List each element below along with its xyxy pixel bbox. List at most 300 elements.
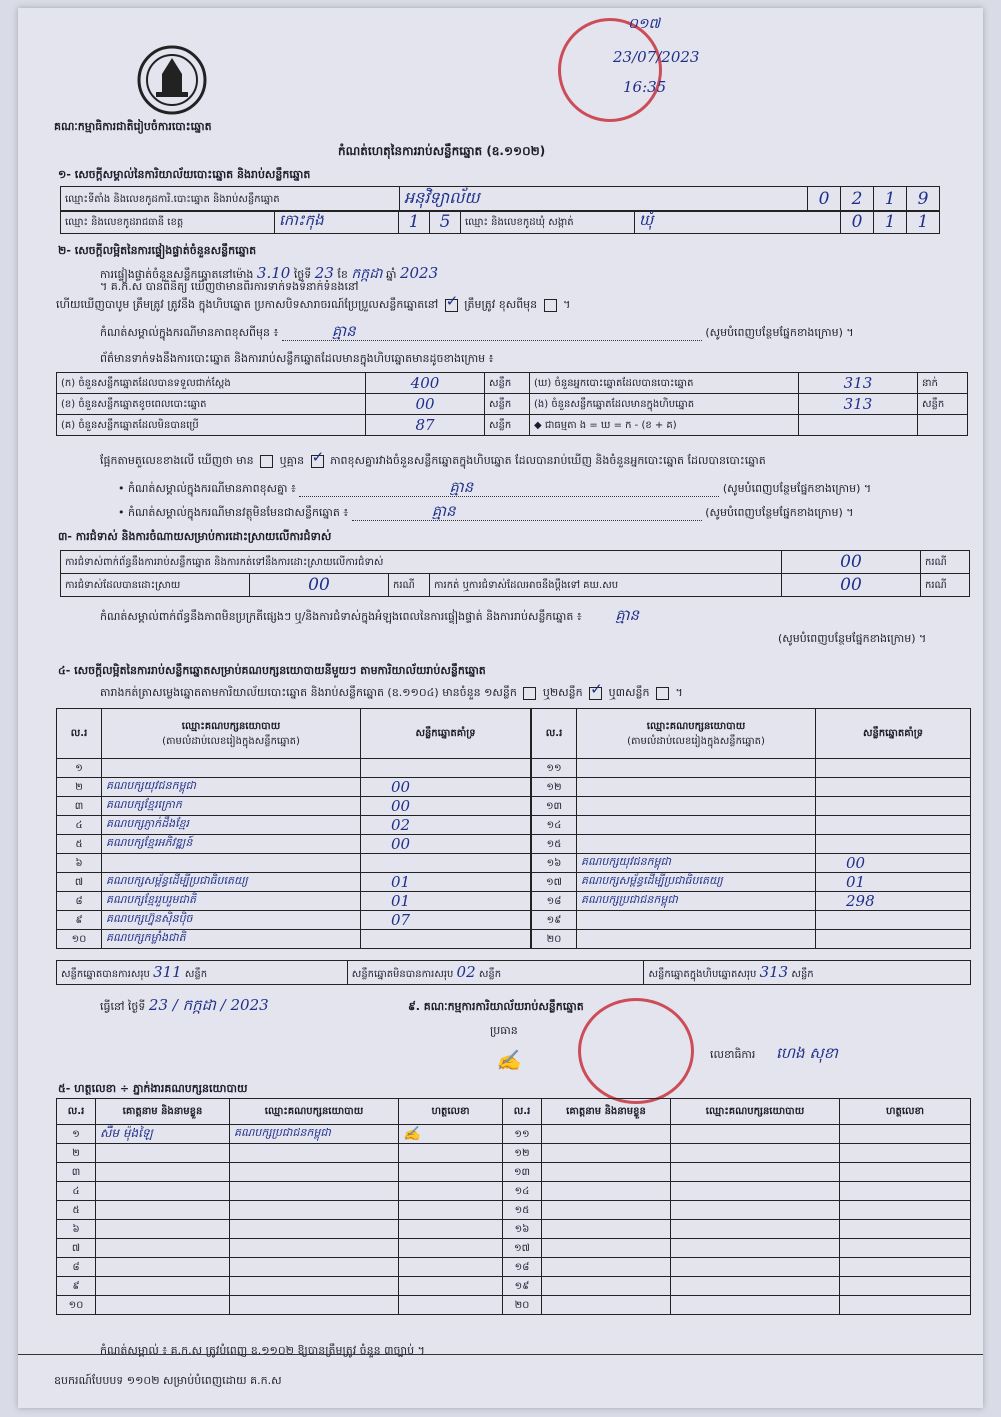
document-page: [18, 8, 983, 1408]
appeal-count: 00: [782, 574, 921, 597]
party-name: [577, 759, 816, 778]
party-votes: 01: [361, 892, 531, 911]
objection-note-value: គ្មាន: [615, 608, 640, 624]
section4-title: ៤- សេចក្តីលម្អិតនៃការរាប់សន្លឹកឆ្នោតសម្រាប់គណបក្សនយោបាយនីមួយៗ តាមការិយាល័យរាប់សន្លឹកឆ្នោត: [58, 664, 486, 677]
tally-intro: តារាងកត់ត្រាសម្លេងឆ្នោតតាមការិយាល័យបោះឆ្នោត និងរាប់សន្លឹកឆ្នោត (ឧ.១១០៤) មានចំនួន ១សន្លឹក: [100, 686, 517, 699]
party-name: [577, 835, 816, 854]
party-votes-table-left: [56, 708, 531, 949]
commune-code-digit: 0: [841, 211, 874, 234]
right-unit: សន្លឹក: [918, 394, 968, 415]
row-no: ៤: [57, 816, 102, 835]
agent-party: [671, 1163, 840, 1182]
party-votes-table-right: [531, 708, 971, 949]
party-name: [577, 778, 816, 797]
row-no: ៣: [57, 1163, 96, 1182]
right-unit: នាក់: [918, 373, 968, 394]
party-row: [532, 911, 971, 930]
ballot-count-table: [56, 372, 968, 436]
left-value: 87: [366, 415, 485, 436]
row-no: ១០: [57, 1296, 96, 1315]
agent-signature: [399, 1277, 503, 1296]
party-votes: 07: [361, 911, 531, 930]
agent-party: [230, 1163, 399, 1182]
row-no: ២០: [532, 930, 577, 949]
agent-party: [230, 1220, 399, 1239]
official-stamp-bottom: [578, 998, 694, 1104]
footer-divider: [18, 1354, 983, 1355]
agent-name: [96, 1296, 230, 1315]
verification-line-1-end: ។ គ.ក.ស បានពិនិត្យ ឃើញថាមានពិរការទាក់ទងទំនាក់ទំនងនៅ: [100, 280, 359, 293]
row-no: ១២: [503, 1144, 542, 1163]
agent-name: [542, 1220, 671, 1239]
agent-signature: [840, 1201, 971, 1220]
objection-label: ការជំទាស់ពាក់ព័ន្ធនឹងការរាប់សន្លឹកឆ្នោត និងការកត់ទៅនឹងការដោះស្រាយលើការជំទាស់: [61, 551, 782, 574]
agent-name: [542, 1201, 671, 1220]
row-no: ៨: [57, 1258, 96, 1277]
col-votes: សន្លឹកឆ្នោតគាំទ្រ: [816, 709, 971, 759]
agent-row: [57, 1201, 971, 1220]
party-votes: [361, 759, 531, 778]
verification-day: 23: [314, 264, 334, 282]
party-row: [57, 835, 531, 854]
agent-signature: [399, 1201, 503, 1220]
party-name: គណបក្សសម្ព័ន្ធដើម្បីប្រជាធិបតេយ្យ: [577, 873, 816, 892]
agent-name: [96, 1258, 230, 1277]
ballot-count-row: [57, 394, 968, 415]
right-value: 313: [799, 373, 918, 394]
tally-sheet-line: តារាងកត់ត្រាសម្លេងឆ្នោតតាមការិយាល័យបោះឆ្នោត និងរាប់សន្លឹកឆ្នោត (ឧ.១១០៤) មានចំនួន ១សន្លឹក ឬ២សន្លឹក ✓ ឬ៣សន្លឹក ។: [100, 686, 970, 700]
bullet-note-1: [118, 480, 968, 497]
agent-name: [96, 1201, 230, 1220]
ballot-info-intro: ព័ត៌មានទាក់ទងនឹងការបោះឆ្នោត និងការរាប់សន្លឹកឆ្នោតដែលមានក្នុងហិបឆ្នោតមានដូចខាងក្រោម ៖: [100, 352, 494, 365]
col-no: ល.រ: [503, 1099, 542, 1125]
left-label: (ខ) ចំនួនសន្លឹកឆ្នោតខូចពេលបោះឆ្នោត: [57, 394, 366, 415]
province-commune-table: [60, 210, 940, 234]
row-no: ១២: [532, 778, 577, 797]
row-no: ១១: [532, 759, 577, 778]
agent-row: [57, 1144, 971, 1163]
commune-code-digit: 1: [874, 211, 907, 234]
party-row: [532, 835, 971, 854]
row-no: ១១: [503, 1125, 542, 1144]
agent-party: [671, 1182, 840, 1201]
agent-party: [671, 1220, 840, 1239]
page-title: កំណត់ហេតុនៃការរាប់សន្លឹកឆ្នោត (ឧ.១១០២): [338, 144, 546, 158]
col-party: ឈ្មោះគណបក្សនយោបាយ: [230, 1099, 399, 1125]
party-votes: [816, 778, 971, 797]
party-name: [102, 759, 361, 778]
row-no: ៦: [57, 854, 102, 873]
row-no: ៩: [57, 911, 102, 930]
two-sheets-label: ឬ២សន្លឹក: [542, 686, 583, 699]
row-no: ១៤: [532, 816, 577, 835]
verification-text-2: ហើយឃើញបាបូម ត្រឹមត្រូវ ត្រូវនឹង ក្នុងហិបឆ្នោត ប្រកាសបិទសារាចរណ៍ប្រែប្រួលសន្លឹកឆ្នោតនៅ: [56, 298, 439, 311]
row-no: ១០: [57, 930, 102, 949]
nec-emblem-icon: [136, 44, 208, 116]
party-name: [577, 797, 816, 816]
total-valid-label: សន្លឹកឆ្នោតបានការសរុប: [61, 969, 150, 980]
stamp-time: 16:35: [623, 78, 667, 96]
agent-name: [96, 1163, 230, 1182]
appeal-unit: ករណី: [921, 574, 970, 597]
province-label: ឈ្មោះ និងលេខកូដរាជធានី ខេត្ត: [61, 211, 275, 234]
row-no: ១៦: [532, 854, 577, 873]
col-no: ល.រ: [57, 1099, 96, 1125]
party-name: [577, 816, 816, 835]
agent-signature: [840, 1144, 971, 1163]
agent-row: [57, 1125, 971, 1144]
secretary-label: លេខាធិការ: [710, 1048, 756, 1061]
row-no: ២: [57, 778, 102, 797]
resolved-label: ការជំទាស់ដែលបានដោះស្រាយ: [61, 574, 250, 597]
party-votes: [361, 854, 531, 873]
unit-label: សន្លឹក: [184, 969, 208, 980]
col-party-title: ឈ្មោះគណបក្សនយោបាយ: [181, 720, 281, 732]
station-name-label: ឈ្មោះទីតាំង និងលេខកូដការិ.បោះឆ្នោត និងរាប់សន្លឹកឆ្នោត: [61, 187, 400, 212]
one-sheet-checkbox[interactable]: [523, 687, 536, 700]
agent-name: [542, 1144, 671, 1163]
resolved-count: 00: [250, 574, 389, 597]
agent-signature: [399, 1239, 503, 1258]
party-row: [57, 759, 531, 778]
right-unit: [918, 415, 968, 436]
agent-row: [57, 1220, 971, 1239]
verification-line-2: ហើយឃើញបាបូម ត្រឹមត្រូវ ត្រូវនឹង ក្នុងហិបឆ្នោត ប្រកាសបិទសារាចរណ៍ប្រែប្រួលសន្លឹកឆ្នោតនៅ ✓ ត្រឹមត្រូវ ខុសពីមុន ។: [56, 298, 956, 312]
row-no: ១៣: [503, 1163, 542, 1182]
party-votes: 01: [361, 873, 531, 892]
total-box-value: 313: [759, 963, 789, 981]
footer-note: កំណត់សម្គាល់ ៖ គ.ក.ស ត្រូវបំពេញ ឧ.១១០២ ឱ្យបានត្រឹមត្រូវ ចំនួន ៣ច្បាប់ ។: [100, 1344, 425, 1357]
row-no: ១៩: [532, 911, 577, 930]
no-difference-checkbox[interactable]: [311, 455, 324, 468]
agent-name: [542, 1163, 671, 1182]
right-value: 313: [799, 394, 918, 415]
station-code-digit: 0: [808, 187, 841, 212]
col-party: [102, 709, 361, 759]
agent-row: [57, 1277, 971, 1296]
row-no: ១៥: [532, 835, 577, 854]
party-name: គណបក្សប្រជាជនកម្ពុជា: [577, 892, 816, 911]
party-name: គណបក្សខ្មែរអភិវឌ្ឍន៍: [102, 835, 361, 854]
commune-value: ឃុំ: [635, 211, 841, 234]
condition-ok-label: ត្រឹមត្រូវ: [464, 298, 496, 311]
objection-table: [60, 550, 970, 597]
condition-wrong-checkbox[interactable]: [544, 299, 557, 312]
fill-hint: (សូមបំពេញបន្ថែមផ្នែកខាងក្រោម) ។: [705, 326, 854, 339]
committee-signature-title: ៩. គណៈកម្មការការិយាល័យរាប់សន្លឹកឆ្នោត: [408, 1000, 584, 1013]
station-code-digit: 9: [907, 187, 940, 212]
three-sheets-checkbox[interactable]: [656, 687, 669, 700]
province-value: កោះកុង: [275, 211, 399, 234]
col-no: ល.រ: [532, 709, 577, 759]
secretary-signature: ហេង សុខា: [776, 1044, 838, 1062]
agent-signature: [840, 1125, 971, 1144]
station-id-table: [60, 186, 940, 212]
date-label: ធ្វើនៅ ថ្ងៃទី: [100, 1000, 146, 1013]
party-name: [102, 854, 361, 873]
signing-date-line: [100, 998, 269, 1014]
right-label: ◆ ជាធម្មតា ង = ឃ = ក - (ខ + គ): [530, 415, 799, 436]
party-name: គណបក្សកម្លាំងជាតិ: [102, 930, 361, 949]
agent-signature: [840, 1163, 971, 1182]
party-votes: [361, 930, 531, 949]
station-name-value: អនុវិទ្យាល័យ: [400, 187, 808, 212]
party-row: [57, 892, 531, 911]
agent-signature: [840, 1239, 971, 1258]
agent-signature: [399, 1220, 503, 1239]
total-box-label: សន្លឹកឆ្នោតក្នុងហិបឆ្នោតសរុប: [648, 969, 757, 980]
agent-party: [671, 1296, 840, 1315]
commune-code-digit: 1: [907, 211, 940, 234]
agent-row: [57, 1163, 971, 1182]
right-value: [799, 415, 918, 436]
agent-row: [57, 1296, 971, 1315]
party-votes: [816, 835, 971, 854]
agent-signature: [399, 1296, 503, 1315]
objection-note-line: [100, 608, 970, 624]
party-votes: 01: [816, 873, 971, 892]
month-label: ខែ: [337, 268, 348, 281]
party-row: [532, 759, 971, 778]
row-no: ១៣: [532, 797, 577, 816]
comparison-rest: ភាពខុសគ្នារវាងចំនួនសន្លឹកឆ្នោតក្នុងហិបឆ្នោត ដែលបានរាប់ឃើញ និងចំនួនអ្នកបោះឆ្នោត ដែលបានបោះឆ្នោត: [330, 454, 766, 467]
party-row: [532, 778, 971, 797]
discrepancy-note-label: កំណត់សម្គាល់ក្នុងករណីមានភាពខុសពីមុន ៖: [100, 326, 279, 339]
agent-party: [671, 1201, 840, 1220]
row-no: ៧: [57, 1239, 96, 1258]
agent-party: [230, 1182, 399, 1201]
col-name: គោត្តនាម និងនាមខ្លួន: [96, 1099, 230, 1125]
party-name: [577, 930, 816, 949]
agent-party: [230, 1296, 399, 1315]
ballot-count-row: [57, 415, 968, 436]
agent-signature: [840, 1296, 971, 1315]
row-no: ៤: [57, 1182, 96, 1201]
row-no: ៥: [57, 835, 102, 854]
agent-signature: [399, 1258, 503, 1277]
agent-name: [542, 1125, 671, 1144]
bullet1-label: • កំណត់សម្គាល់ក្នុងករណីមានភាពខុសគ្នា ៖: [118, 482, 296, 495]
col-party-sub: (តាមលំដាប់លេខរៀងក្នុងសន្លឹកឆ្នោត): [627, 735, 765, 747]
agent-name: [542, 1182, 671, 1201]
party-row: [532, 930, 971, 949]
agent-signature: [399, 1144, 503, 1163]
row-no: ៨: [57, 892, 102, 911]
party-votes: 00: [361, 835, 531, 854]
section1-title: ១- សេចក្តីសម្គាល់នៃការិយាល័យបោះឆ្នោត និងរាប់សន្លឹកឆ្នោត: [58, 168, 311, 181]
party-row: [532, 873, 971, 892]
agent-name: [96, 1239, 230, 1258]
bullet2-value: គ្មាន: [431, 502, 456, 520]
condition-ok-checkbox[interactable]: [445, 299, 458, 312]
province-code-digit: 5: [430, 211, 461, 234]
agent-name: [96, 1144, 230, 1163]
objection-unit: ករណី: [921, 551, 970, 574]
left-value: 00: [366, 394, 485, 415]
agent-name: សឺម ម៉ុងឡៃ: [96, 1125, 230, 1144]
has-difference-checkbox[interactable]: [260, 455, 273, 468]
agent-name: [542, 1239, 671, 1258]
total-invalid-value: 02: [456, 963, 476, 981]
comparison-text: ផ្អែកតាមតួលេខខាងលើ ឃើញថា មាន: [100, 454, 254, 467]
row-no: ៣: [57, 797, 102, 816]
agent-party: គណបក្សប្រជាជនកម្ពុជា: [230, 1125, 399, 1144]
agent-signature: [840, 1220, 971, 1239]
agent-signature: [399, 1182, 503, 1201]
province-code-digit: 1: [399, 211, 430, 234]
agent-signature: [840, 1258, 971, 1277]
bullet1-value: គ្មាន: [449, 478, 474, 496]
party-row: [532, 854, 971, 873]
agent-row: [57, 1239, 971, 1258]
row-no: ៧: [57, 873, 102, 892]
agent-party: [230, 1201, 399, 1220]
party-row: [57, 854, 531, 873]
agent-name: [542, 1296, 671, 1315]
party-row: [57, 873, 531, 892]
col-party: ឈ្មោះគណបក្សនយោបាយ: [671, 1099, 840, 1125]
right-label: (ឃ) ចំនួនអ្នកបោះឆ្នោតដែលបានបោះឆ្នោត: [530, 373, 799, 394]
party-votes: 00: [361, 778, 531, 797]
party-name: គណបក្សភ្ញាក់ដឹងខ្មែរ: [102, 816, 361, 835]
discrepancy-note-value: គ្មាន: [331, 322, 356, 340]
agent-party: [230, 1144, 399, 1163]
verification-year: 2023: [399, 264, 439, 282]
party-votes: [816, 797, 971, 816]
agent-signature: [840, 1182, 971, 1201]
left-value: 400: [366, 373, 485, 394]
unit-label: សន្លឹក: [478, 969, 502, 980]
day-label: ថ្ងៃទី: [293, 268, 312, 281]
two-sheets-checkbox[interactable]: [589, 687, 602, 700]
party-name: គណបក្សខ្មែររួបរួមជាតិ: [102, 892, 361, 911]
discrepancy-note-line: [100, 324, 960, 341]
commune-label: ឈ្មោះ និងលេខកូដឃុំ សង្កាត់: [461, 211, 635, 234]
total-invalid-cell: [347, 961, 644, 985]
section2-title: ២- សេចក្តីលម្អិតនៃការផ្ទៀងផ្ទាត់ចំនួនសន្លឹកឆ្នោត: [58, 244, 257, 257]
agent-party: [671, 1277, 840, 1296]
stamp-date: 23/07/2023: [613, 48, 700, 66]
no-difference-label: ឬគ្មាន: [279, 454, 305, 467]
agent-name: [542, 1277, 671, 1296]
col-no: ល.រ: [57, 709, 102, 759]
party-name: គណបក្សសម្ព័ន្ធដើម្បីប្រជាធិបតេយ្យ: [102, 873, 361, 892]
row-no: ១៩: [503, 1277, 542, 1296]
section3-title: ៣- ការជំទាស់ និងការចំណាយសម្រាប់ការដោះស្រាយលើការជំទាស់: [58, 530, 332, 543]
agent-signature-table: [56, 1098, 971, 1315]
party-row: [57, 911, 531, 930]
year-label: ឆ្នាំ: [385, 268, 397, 281]
col-party-sub: (តាមលំដាប់លេខរៀងក្នុងសន្លឹកឆ្នោត): [162, 735, 300, 747]
comparison-line: [100, 454, 970, 468]
condition-wrong-label: ខុសពីមុន: [498, 298, 538, 311]
total-valid-value: 311: [153, 963, 182, 981]
verification-month: កក្កដា: [351, 266, 383, 282]
agent-signature: [840, 1277, 971, 1296]
party-votes: [816, 930, 971, 949]
total-valid-cell: [57, 961, 348, 985]
president-signature: ✍: [496, 1048, 521, 1072]
section5-title: ៥- ហត្ថលេខា ÷ ភ្នាក់ងារគណបក្សនយោបាយ: [58, 1082, 248, 1095]
col-party: [577, 709, 816, 759]
row-no: ៩: [57, 1277, 96, 1296]
row-no: ៦: [57, 1220, 96, 1239]
objection-note-label: កំណត់សម្គាល់ពាក់ព័ន្ធនឹងភាពមិនប្រក្រតីផ្សេងៗ ឬ/និងការជំទាស់ក្នុងអំឡុងពេលនៃការផ្ទៀងផ្ទាត់ និងការរាប់សន្លឹកឆ្នោត ៖: [100, 610, 582, 623]
row-no: ២: [57, 1144, 96, 1163]
party-votes: 00: [816, 854, 971, 873]
left-unit: សន្លឹក: [485, 394, 530, 415]
party-row: [57, 797, 531, 816]
row-no: ១៦: [503, 1220, 542, 1239]
verification-time: 3.10: [256, 264, 291, 282]
agent-name: [96, 1277, 230, 1296]
totals-table: [56, 960, 971, 985]
party-name: [577, 911, 816, 930]
row-no: ១៥: [503, 1201, 542, 1220]
party-row: [532, 892, 971, 911]
party-row: [57, 930, 531, 949]
row-no: ១: [57, 759, 102, 778]
row-no: ៥: [57, 1201, 96, 1220]
agent-party: [230, 1277, 399, 1296]
verification-text: ការផ្ទៀងផ្ទាត់ចំនួនសន្លឹកឆ្នោតនៅម៉ោង: [100, 268, 254, 281]
three-sheets-label: ឬ៣សន្លឹក: [608, 686, 650, 699]
row-no: ២០: [503, 1296, 542, 1315]
station-code-digit: 1: [874, 187, 907, 212]
agent-party: [230, 1258, 399, 1277]
fill-hint: (សូមបំពេញបន្ថែមផ្នែកខាងក្រោម) ។: [778, 632, 927, 645]
fill-hint: (សូមបំពេញបន្ថែមផ្នែកខាងក្រោម) ។: [705, 506, 854, 519]
party-row: [532, 797, 971, 816]
row-no: ១: [57, 1125, 96, 1144]
row-no: ១៤: [503, 1182, 542, 1201]
party-name: គណបក្សយុវជនកម្ពុជា: [102, 778, 361, 797]
total-box-cell: [644, 961, 971, 985]
row-no: ១៨: [503, 1258, 542, 1277]
party-name: គណបក្សយុវជនកម្ពុជា: [577, 854, 816, 873]
agent-name: [96, 1182, 230, 1201]
party-votes: [816, 816, 971, 835]
agent-party: [671, 1125, 840, 1144]
agent-party: [671, 1144, 840, 1163]
agent-row: [57, 1258, 971, 1277]
agent-party: [671, 1239, 840, 1258]
party-name: គណបក្សខ្មែរក្រោក: [102, 797, 361, 816]
form-footer: ឧបករណ៍បែបបទ ១១០២ សម្រាប់បំពេញដោយ គ.ក.ស: [54, 1374, 282, 1387]
agent-row: [57, 1182, 971, 1201]
committee-name: គណៈកម្មាធិការជាតិរៀបចំការបោះឆ្នោត: [54, 120, 212, 133]
party-votes: [816, 759, 971, 778]
bullet-note-2: [118, 504, 968, 521]
party-row: [57, 778, 531, 797]
row-no: ១៧: [503, 1239, 542, 1258]
row-no: ១៨: [532, 892, 577, 911]
agent-signature: [399, 1163, 503, 1182]
agent-party: [230, 1239, 399, 1258]
party-name: គណបក្សហ្វ៊ុនស៊ិនប៉ិច: [102, 911, 361, 930]
agent-party: [671, 1258, 840, 1277]
president-label: ប្រធាន: [490, 1024, 518, 1037]
resolved-unit: ករណី: [389, 574, 430, 597]
left-label: (ក) ចំនួនសន្លឹកឆ្នោតដែលបានទទួលជាក់ស្តែង: [57, 373, 366, 394]
party-votes: 00: [361, 797, 531, 816]
left-label: (គ) ចំនួនសន្លឹកឆ្នោតដែលមិនបានប្រើ: [57, 415, 366, 436]
party-row: [57, 816, 531, 835]
fill-hint: (សូមបំពេញបន្ថែមផ្នែកខាងក្រោម) ។: [722, 482, 872, 495]
left-unit: សន្លឹក: [485, 415, 530, 436]
agent-name: [96, 1220, 230, 1239]
row-no: ១៧: [532, 873, 577, 892]
